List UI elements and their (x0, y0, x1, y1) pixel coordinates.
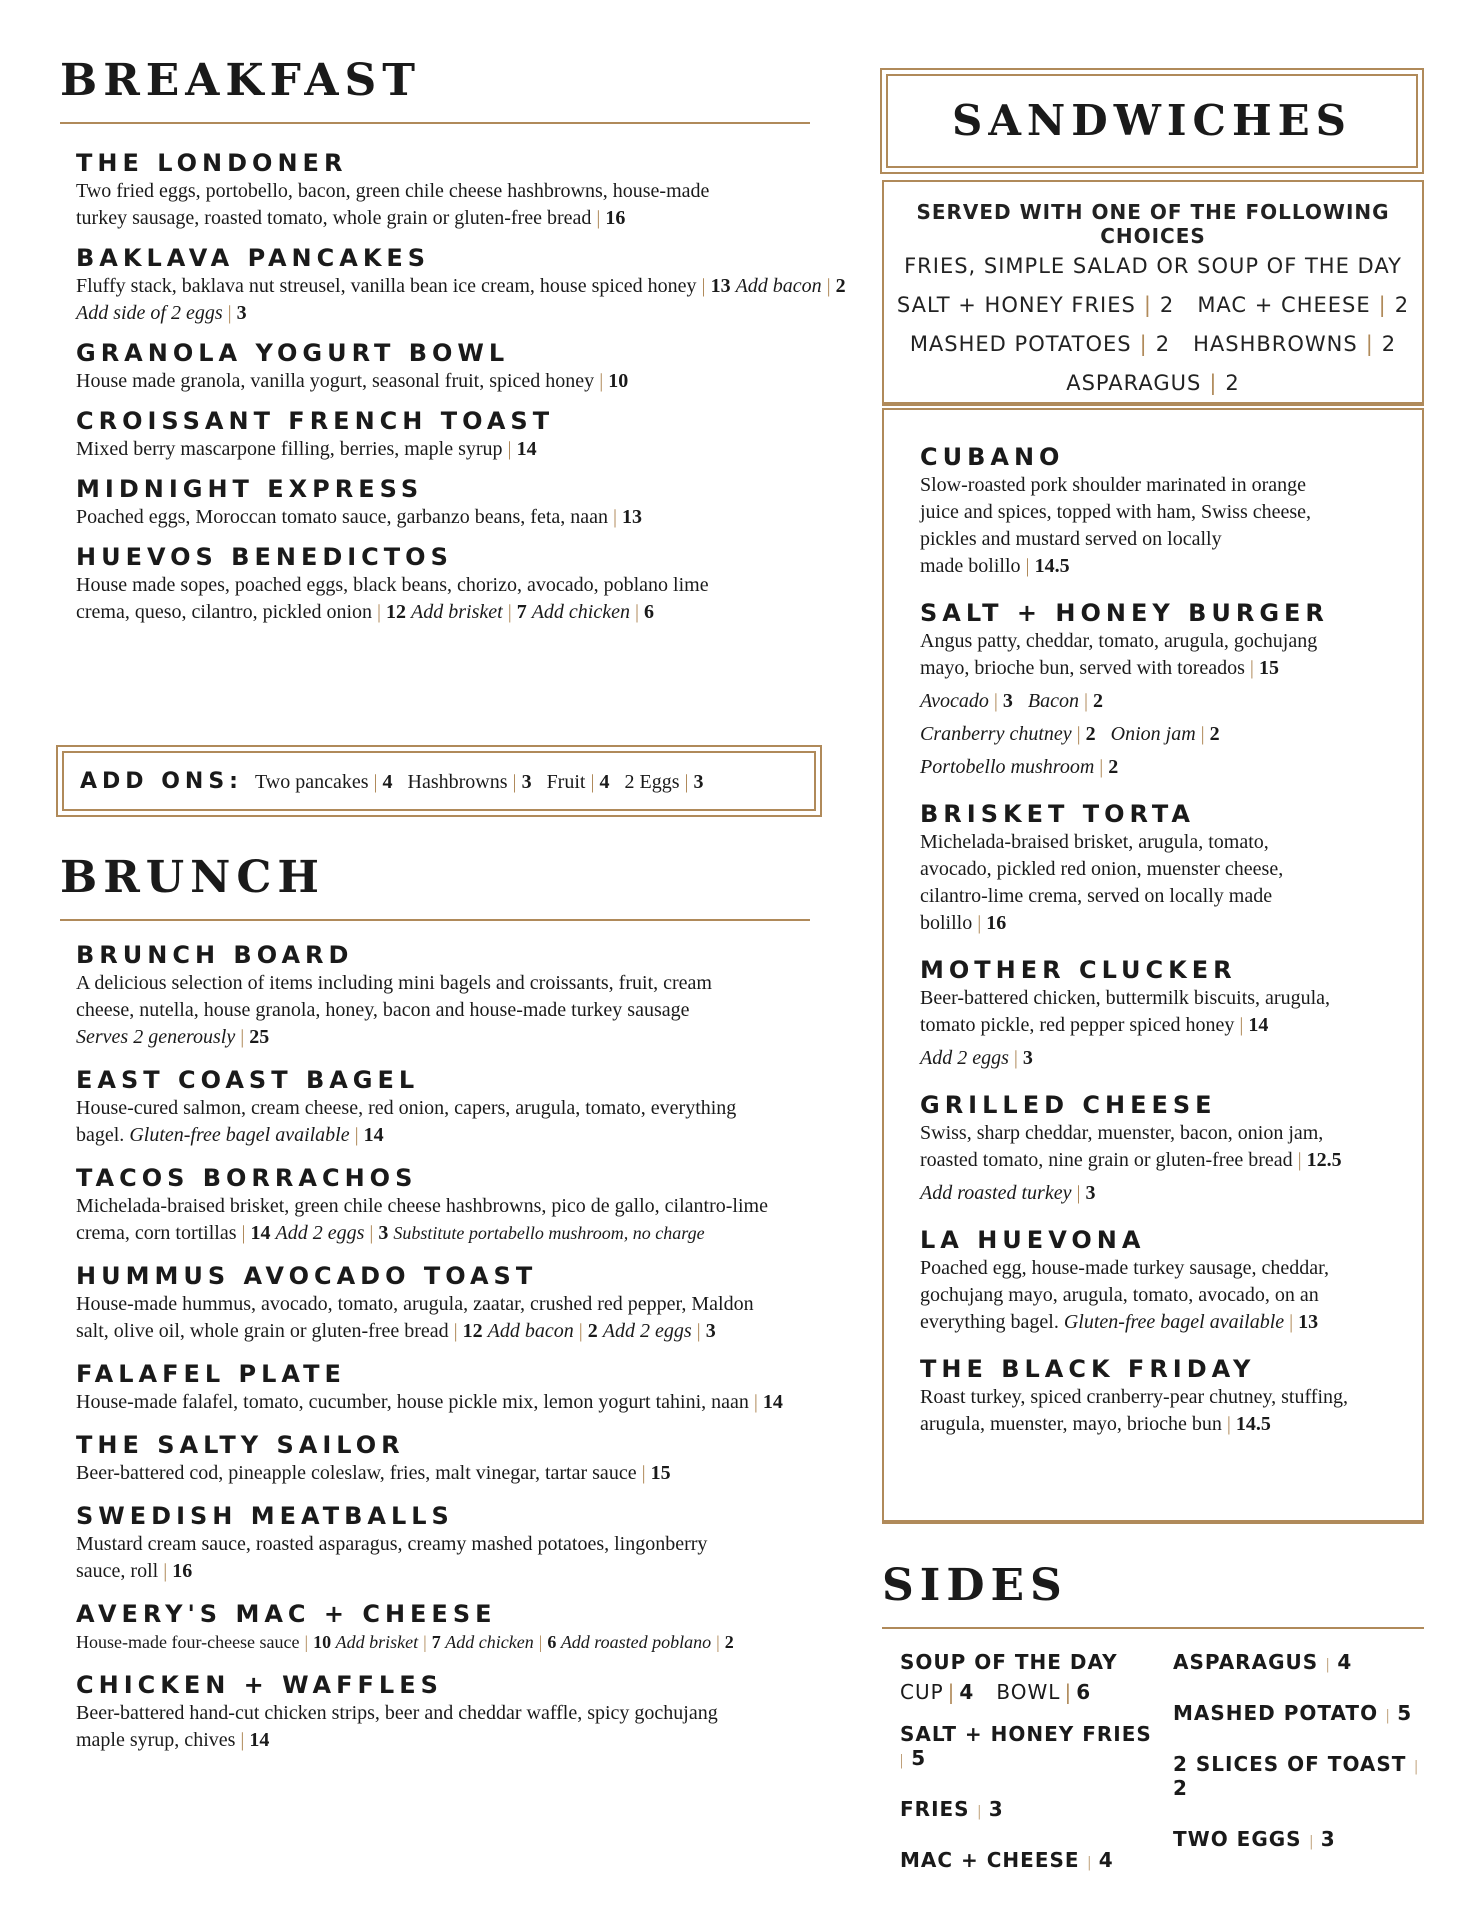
price-divider: | (578, 1320, 583, 1342)
item-description-line: Poached egg, house-made turkey sausage, cheddar, (920, 1257, 1330, 1279)
item-price: 14 (1248, 1014, 1269, 1036)
price-divider: | (1013, 1047, 1018, 1069)
addon-label: Add 2 eggs (275, 1222, 365, 1244)
price-divider: | (1200, 723, 1205, 745)
addon-row (920, 688, 1422, 715)
price-divider: | (1226, 1413, 1231, 1435)
add-ons-label: ADD ONS: (80, 769, 243, 794)
add-on-price: 3 (521, 771, 532, 793)
brunch-section (60, 852, 810, 921)
item-description-line: House made granola, vanilla yogurt, seasonal fruit, spiced honey | 10 (76, 370, 629, 392)
item-note: Gluten-free bagel available (129, 1124, 350, 1146)
upgrade-label: HASHBROWNS (1193, 332, 1358, 356)
item-description-line: House made sopes, poached eggs, black beans, chorizo, avocado, poblano lime (76, 574, 709, 596)
menu-item (76, 148, 856, 232)
addon-label: Add brisket (335, 1632, 419, 1652)
item-description-line: Mixed berry mascarpone filling, berries, maple syrup | 14 (76, 438, 537, 460)
breakfast-title: BREAKFAST (60, 55, 421, 106)
addon-price: 3 (1022, 1047, 1033, 1069)
side-name: MASHED POTATO (1173, 1701, 1379, 1725)
addon-label: Avocado (920, 690, 989, 712)
upgrade-price: 2 (1225, 371, 1240, 395)
add-on-label: Fruit (546, 771, 586, 793)
price-divider: | (1143, 293, 1152, 317)
add-on-label: Hashbrowns (407, 771, 508, 793)
addon-price: 2 (835, 275, 846, 297)
item-name: THE LONDONER (76, 149, 348, 177)
item-name: THE SALTY SAILOR (76, 1431, 405, 1459)
price-divider: | (423, 1632, 427, 1652)
price-divider: | (701, 275, 706, 297)
menu-item (76, 1501, 866, 1585)
add-ons-list (247, 771, 704, 793)
price-divider: | (1083, 690, 1088, 712)
side-name: MAC + CHEESE (900, 1848, 1080, 1872)
price-divider: | (163, 1560, 168, 1582)
price-divider: | (596, 207, 601, 229)
brunch-title: BRUNCH (60, 852, 325, 903)
item-price: 15 (650, 1462, 671, 1484)
addon-label: Add side of 2 eggs (76, 302, 223, 324)
item-description-line: Mustard cream sauce, roasted asparagus, creamy mashed potatoes, lingonberry (76, 1533, 708, 1555)
price-divider: | (973, 1803, 985, 1820)
item-name: LA HUEVONA (920, 1226, 1146, 1254)
item-name: BRISKET TORTA (920, 800, 1195, 828)
item-description-line: crema, corn tortillas | 14 Add 2 eggs | 3 Substitute portabello mushroom, no charge (76, 1222, 705, 1244)
item-description-line: salt, olive oil, whole grain or gluten-free bread | 12 Add bacon | 2 Add 2 eggs | 3 (76, 1320, 716, 1342)
addon-label: Add roasted poblano (560, 1632, 712, 1652)
soup-sizes: CUP | 4 BOWL | 6 (900, 1680, 1092, 1704)
menu-item (920, 1090, 1422, 1207)
item-price: 16 (605, 207, 626, 229)
addon-price: 2 (1209, 723, 1220, 745)
item-description-line: avocado, pickled red onion, muenster cheese, (920, 858, 1284, 880)
item-description-line: arugula, muenster, mayo, brioche bun | 14.5 (920, 1413, 1271, 1435)
addon-label: Add 2 eggs (602, 1320, 692, 1342)
sides-choice-box (882, 180, 1424, 406)
item-name: HUMMUS AVOCADO TOAST (76, 1262, 538, 1290)
addon-price: 3 (705, 1320, 716, 1342)
item-note: Serves 2 generously (76, 1026, 236, 1048)
item-name: THE BLACK FRIDAY (920, 1355, 1256, 1383)
price-divider: | (241, 1222, 246, 1244)
bowl-price: 6 (1076, 1680, 1092, 1704)
addon-price: 3 (378, 1222, 389, 1244)
item-name: BAKLAVA PANCAKES (76, 244, 431, 272)
item-name: SWEDISH MEATBALLS (76, 1502, 454, 1530)
price-divider: | (1322, 1656, 1334, 1673)
menu-item (76, 542, 856, 626)
sides-section (882, 1560, 1424, 1629)
item-description-line: Poached eggs, Moroccan tomato sauce, garbanzo beans, feta, naan | 13 (76, 506, 643, 528)
item-description-line: Swiss, sharp cheddar, muenster, bacon, onion jam, (920, 1122, 1324, 1144)
price-divider: | (753, 1391, 758, 1413)
price-divider: | (1410, 1758, 1418, 1775)
side-item (900, 1722, 1160, 1770)
menu-item (920, 1354, 1422, 1438)
add-on-label: Two pancakes (254, 771, 369, 793)
item-description-line: pickles and mustard served on locally (920, 528, 1222, 550)
add-ons-box (62, 751, 816, 811)
side-name: 2 SLICES OF TOAST (1173, 1752, 1407, 1776)
item-price: 12 (462, 1320, 483, 1342)
item-price: 14 (762, 1391, 783, 1413)
price-divider: | (1305, 1833, 1317, 1850)
price-divider: | (377, 601, 382, 623)
menu-item (76, 1163, 866, 1247)
breakfast-section (60, 55, 810, 124)
menu-item (76, 940, 866, 1051)
item-price: 13 (710, 275, 731, 297)
item-description-line: Roast turkey, spiced cranberry-pear chutney, stuffing, (920, 1386, 1348, 1408)
sides-left-column (900, 1650, 1160, 1899)
addon-price: 3 (236, 302, 247, 324)
add-on-price: 4 (599, 771, 610, 793)
item-name: EAST COAST BAGEL (76, 1066, 420, 1094)
served-with-heading: SERVED WITH ONE OF THE FOLLOWING CHOICES (916, 200, 1390, 248)
menu-item (920, 1225, 1422, 1336)
item-description-line: bagel. Gluten-free bagel available | 14 (76, 1124, 384, 1146)
menu-item (920, 442, 1422, 580)
add-on-label: 2 Eggs (624, 771, 680, 793)
price-divider: | (1139, 332, 1148, 356)
upgrade-label: MASHED POTATOES (909, 332, 1132, 356)
price-divider: | (696, 1320, 701, 1342)
upgrade-row (884, 286, 1422, 325)
addon-label: Cranberry chutney (920, 723, 1072, 745)
upgrade-row (884, 364, 1422, 403)
item-name: GRANOLA YOGURT BOWL (76, 339, 510, 367)
item-description-line: juice and spices, topped with ham, Swiss cheese, (920, 501, 1312, 523)
item-description-line: Beer-battered cod, pineapple coleslaw, fries, malt vinegar, tartar sauce | 15 (76, 1462, 671, 1484)
price-divider: | (1378, 293, 1387, 317)
item-description-line: Two fried eggs, portobello, bacon, green chile cheese hashbrowns, house-made (76, 180, 710, 202)
side-name: ASPARAGUS (1173, 1650, 1319, 1674)
price-divider: | (240, 1026, 245, 1048)
price-divider: | (977, 912, 982, 934)
addon-row (920, 1045, 1422, 1072)
item-name: CUBANO (920, 443, 1065, 471)
item-name: TACOS BORRACHOS (76, 1164, 418, 1192)
price-divider: | (507, 438, 512, 460)
sandwiches-title-box (886, 74, 1418, 168)
addon-label: Add brisket (411, 601, 503, 623)
upgrade-list (884, 286, 1422, 403)
price-divider: | (227, 302, 232, 324)
item-description-line (76, 1024, 866, 1051)
side-name: SALT + HONEY FRIES (900, 1722, 1152, 1746)
item-name: HUEVOS BENEDICTOS (76, 543, 453, 571)
soup-name: SOUP OF THE DAY (900, 1650, 1118, 1674)
item-description-line: Beer-battered hand-cut chicken strips, beer and cheddar waffle, spicy gochujang (76, 1702, 718, 1724)
item-description-line: A delicious selection of items including mini bagels and croissants, fruit, cream (76, 972, 712, 994)
item-price: 14.5 (1034, 555, 1070, 577)
upgrade-label: MAC + CHEESE (1197, 293, 1371, 317)
upgrade-price: 2 (1159, 293, 1175, 317)
item-price: 12.5 (1306, 1149, 1342, 1171)
item-price: 10 (608, 370, 629, 392)
side-price: 4 (1098, 1848, 1113, 1872)
sides-left-list (900, 1722, 1160, 1872)
item-description-line: Michelada-braised brisket, arugula, tomato, (920, 831, 1269, 853)
addon-price: 2 (1108, 756, 1119, 778)
item-description-line: turkey sausage, roasted tomato, whole grain or gluten-free bread | 16 (76, 207, 626, 229)
item-name: FALAFEL PLATE (76, 1360, 346, 1388)
breakfast-rule (60, 122, 810, 124)
menu-item (920, 955, 1422, 1072)
item-name: AVERY'S MAC + CHEESE (76, 1600, 497, 1628)
brunch-rule (60, 919, 810, 921)
addon-label: Portobello mushroom (920, 756, 1095, 778)
item-description-line: House-made hummus, avocado, tomato, arugula, zaatar, crushed red pepper, Maldon (76, 1293, 754, 1315)
item-price: 14.5 (1235, 1413, 1271, 1435)
sandwich-items (884, 410, 1422, 1438)
price-divider: | (1076, 1182, 1081, 1204)
menu-item (76, 1359, 866, 1416)
addon-label: Add bacon (735, 275, 822, 297)
price-divider: | (354, 1124, 359, 1146)
item-price: 10 (313, 1632, 332, 1652)
item-description-line: Angus patty, cheddar, tomato, arugula, gochujang (920, 630, 1318, 652)
addon-price: 2 (1093, 690, 1103, 712)
item-description-line: House-cured salmon, cream cheese, red onion, capers, arugula, tomato, everything (76, 1097, 737, 1119)
item-description-line: mayo, brioche bun, served with toreados | 15 (920, 657, 1279, 679)
sides-rule (882, 1627, 1424, 1629)
addon-price: 2 (724, 1632, 734, 1652)
cup-label: CUP (900, 1680, 944, 1704)
addon-row (920, 754, 1422, 781)
item-price: 14 (363, 1124, 384, 1146)
item-name: SALT + HONEY BURGER (920, 599, 1329, 627)
item-description-line: Slow-roasted pork shoulder marinated in orange (920, 474, 1307, 496)
upgrade-price: 2 (1155, 332, 1171, 356)
price-divider: | (369, 1222, 374, 1244)
price-divider: | (993, 690, 998, 712)
sandwiches-box (882, 408, 1424, 1524)
add-on-price: 4 (382, 771, 393, 793)
item-description-line: maple syrup, chives | 14 (76, 1729, 270, 1751)
item-price: 14 (516, 438, 537, 460)
item-description-line: tomato pickle, red pepper spiced honey | 14 (920, 1014, 1269, 1036)
price-divider: | (900, 1752, 908, 1769)
upgrade-label: ASPARAGUS (1066, 371, 1202, 395)
price-divider: | (1249, 657, 1254, 679)
item-name: GRILLED CHEESE (920, 1091, 1217, 1119)
upgrade-row (884, 325, 1422, 364)
side-price: 4 (1337, 1650, 1352, 1674)
addon-price: 3 (1085, 1182, 1096, 1204)
addon-label: Add chicken (445, 1632, 534, 1652)
price-divider: | (1289, 1311, 1294, 1333)
item-note: Gluten-free bagel available (1063, 1311, 1285, 1333)
upgrade-price: 2 (1394, 293, 1410, 317)
side-item (1173, 1701, 1433, 1725)
side-name: TWO EGGS (1173, 1827, 1302, 1851)
side-item (1173, 1827, 1433, 1851)
sandwiches-title: SANDWICHES (952, 96, 1352, 145)
menu-item (76, 1599, 866, 1656)
item-price: 16 (986, 912, 1007, 934)
addon-row (920, 1180, 1422, 1207)
bowl-label: BOWL (996, 1680, 1061, 1704)
item-name: CHICKEN + WAFFLES (76, 1671, 443, 1699)
sides-title: SIDES (882, 1560, 1068, 1611)
item-note: Substitute portabello mushroom, no charge (393, 1223, 705, 1243)
item-description-line: bolillo | 16 (920, 912, 1007, 934)
item-description-line: House-made four-cheese sauce | 10 Add brisket | 7 Add chicken | 6 Add roasted poblano | 2 (76, 1632, 734, 1652)
menu-item (76, 1670, 866, 1754)
item-price: 13 (622, 506, 643, 528)
addon-label: Add chicken (531, 601, 630, 623)
item-price: 14 (249, 1729, 270, 1751)
item-description-line: House-made falafel, tomato, cucumber, house pickle mix, lemon yogurt tahini, naan | 14 (76, 1391, 783, 1413)
item-description-line: cheese, nutella, house granola, honey, bacon and house-made turkey sausage (76, 999, 690, 1021)
addon-label: Add 2 eggs (920, 1047, 1009, 1069)
menu-item (76, 338, 856, 395)
addon-price: 7 (516, 601, 527, 623)
addon-price: 6 (547, 1632, 557, 1652)
item-name: BRUNCH BOARD (76, 941, 354, 969)
addon-price: 3 (1002, 690, 1013, 712)
addon-label: Add bacon (487, 1320, 574, 1342)
price-divider: | (1076, 723, 1081, 745)
addon-price: 7 (431, 1632, 441, 1652)
side-name: FRIES (900, 1797, 970, 1821)
menu-item (920, 799, 1422, 937)
price-divider: | (507, 601, 512, 623)
item-price: 25 (249, 1026, 270, 1048)
sides-right-list (1173, 1650, 1433, 1878)
side-price: 3 (1320, 1827, 1335, 1851)
upgrade-price: 2 (1381, 332, 1397, 356)
price-divider: | (599, 370, 604, 392)
upgrade-label: SALT + HONEY FRIES (896, 293, 1136, 317)
price-divider: | (1365, 332, 1374, 356)
addon-price: 6 (644, 601, 654, 623)
addon-row (920, 721, 1422, 748)
side-item (1173, 1650, 1433, 1674)
item-name: MIDNIGHT EXPRESS (76, 475, 424, 503)
price-divider: | (538, 1632, 543, 1652)
addon-label: Onion jam (1110, 723, 1196, 745)
item-description-line: sauce, roll | 16 (76, 1560, 193, 1582)
menu-item (76, 406, 856, 463)
item-price: 15 (1258, 657, 1279, 679)
side-item (1173, 1752, 1433, 1800)
menu-item (76, 1261, 866, 1345)
price-divider: | (304, 1632, 309, 1652)
price-divider: | (1083, 1854, 1095, 1871)
item-description-line: roasted tomato, nine grain or gluten-free bread | 12.5 (920, 1149, 1342, 1171)
side-price: 3 (988, 1797, 1003, 1821)
price-divider: | (641, 1462, 646, 1484)
menu-item (920, 598, 1422, 781)
addon-label: Bacon (1027, 690, 1079, 712)
menu-item (76, 474, 856, 531)
price-divider: | (716, 1632, 720, 1652)
item-price: 13 (1298, 1311, 1319, 1333)
menu-item (76, 1065, 866, 1149)
price-divider: | (1099, 756, 1104, 778)
addon-price: 2 (1085, 723, 1096, 745)
cup-price: 4 (959, 1680, 975, 1704)
addon-label: Add roasted turkey (920, 1182, 1072, 1204)
side-price: 2 (1173, 1776, 1187, 1800)
item-description-line: Fluffy stack, baklava nut streusel, vanilla bean ice cream, house spiced honey | 13 Add bacon | 2 Add side of 2 eggs | 3 (76, 275, 846, 324)
side-price: 5 (911, 1746, 926, 1770)
price-divider: | (1297, 1149, 1302, 1171)
menu-item (76, 243, 856, 327)
add-on-price: 3 (693, 771, 704, 793)
price-divider: | (512, 771, 517, 793)
price-divider: | (590, 771, 595, 793)
price-divider: | (1382, 1707, 1394, 1724)
brunch-items (76, 940, 866, 1768)
item-description-line: Michelada-braised brisket, green chile cheese hashbrowns, pico de gallo, cilantro-lime (76, 1195, 768, 1217)
price-divider: | (1025, 555, 1030, 577)
price-divider: | (634, 601, 639, 623)
item-description-line: cilantro-lime crema, served on locally made (920, 885, 1273, 907)
item-description-line: made bolillo | 14.5 (920, 555, 1070, 577)
item-description-line: Beer-battered chicken, buttermilk biscuits, arugula, (920, 987, 1331, 1009)
item-description-line: gochujang mayo, arugula, tomato, avocado, on an (920, 1284, 1319, 1306)
item-price: 16 (172, 1560, 193, 1582)
item-description-line: crema, queso, cilantro, pickled onion | 12 Add brisket | 7 Add chicken | 6 (76, 601, 654, 623)
price-divider: | (373, 771, 378, 793)
addon-price: 2 (587, 1320, 598, 1342)
side-item (900, 1848, 1160, 1872)
item-description-line: everything bagel. Gluten-free bagel available | 13 (920, 1311, 1319, 1333)
item-name: MOTHER CLUCKER (920, 956, 1237, 984)
breakfast-items (76, 148, 856, 637)
price-divider: | (613, 506, 618, 528)
served-with-choices: FRIES, SIMPLE SALAD OR SOUP OF THE DAY (904, 254, 1402, 278)
price-divider: | (1239, 1014, 1244, 1036)
item-name: CROISSANT FRENCH TOAST (76, 407, 555, 435)
price-divider: | (826, 275, 831, 297)
menu-item (76, 1430, 866, 1487)
price-divider: | (1209, 371, 1218, 395)
item-price: 12 (386, 601, 407, 623)
side-item (900, 1797, 1160, 1821)
item-price: 14 (250, 1222, 271, 1244)
price-divider: | (453, 1320, 458, 1342)
price-divider: | (240, 1729, 245, 1751)
side-price: 5 (1397, 1701, 1412, 1725)
price-divider: | (684, 771, 689, 793)
